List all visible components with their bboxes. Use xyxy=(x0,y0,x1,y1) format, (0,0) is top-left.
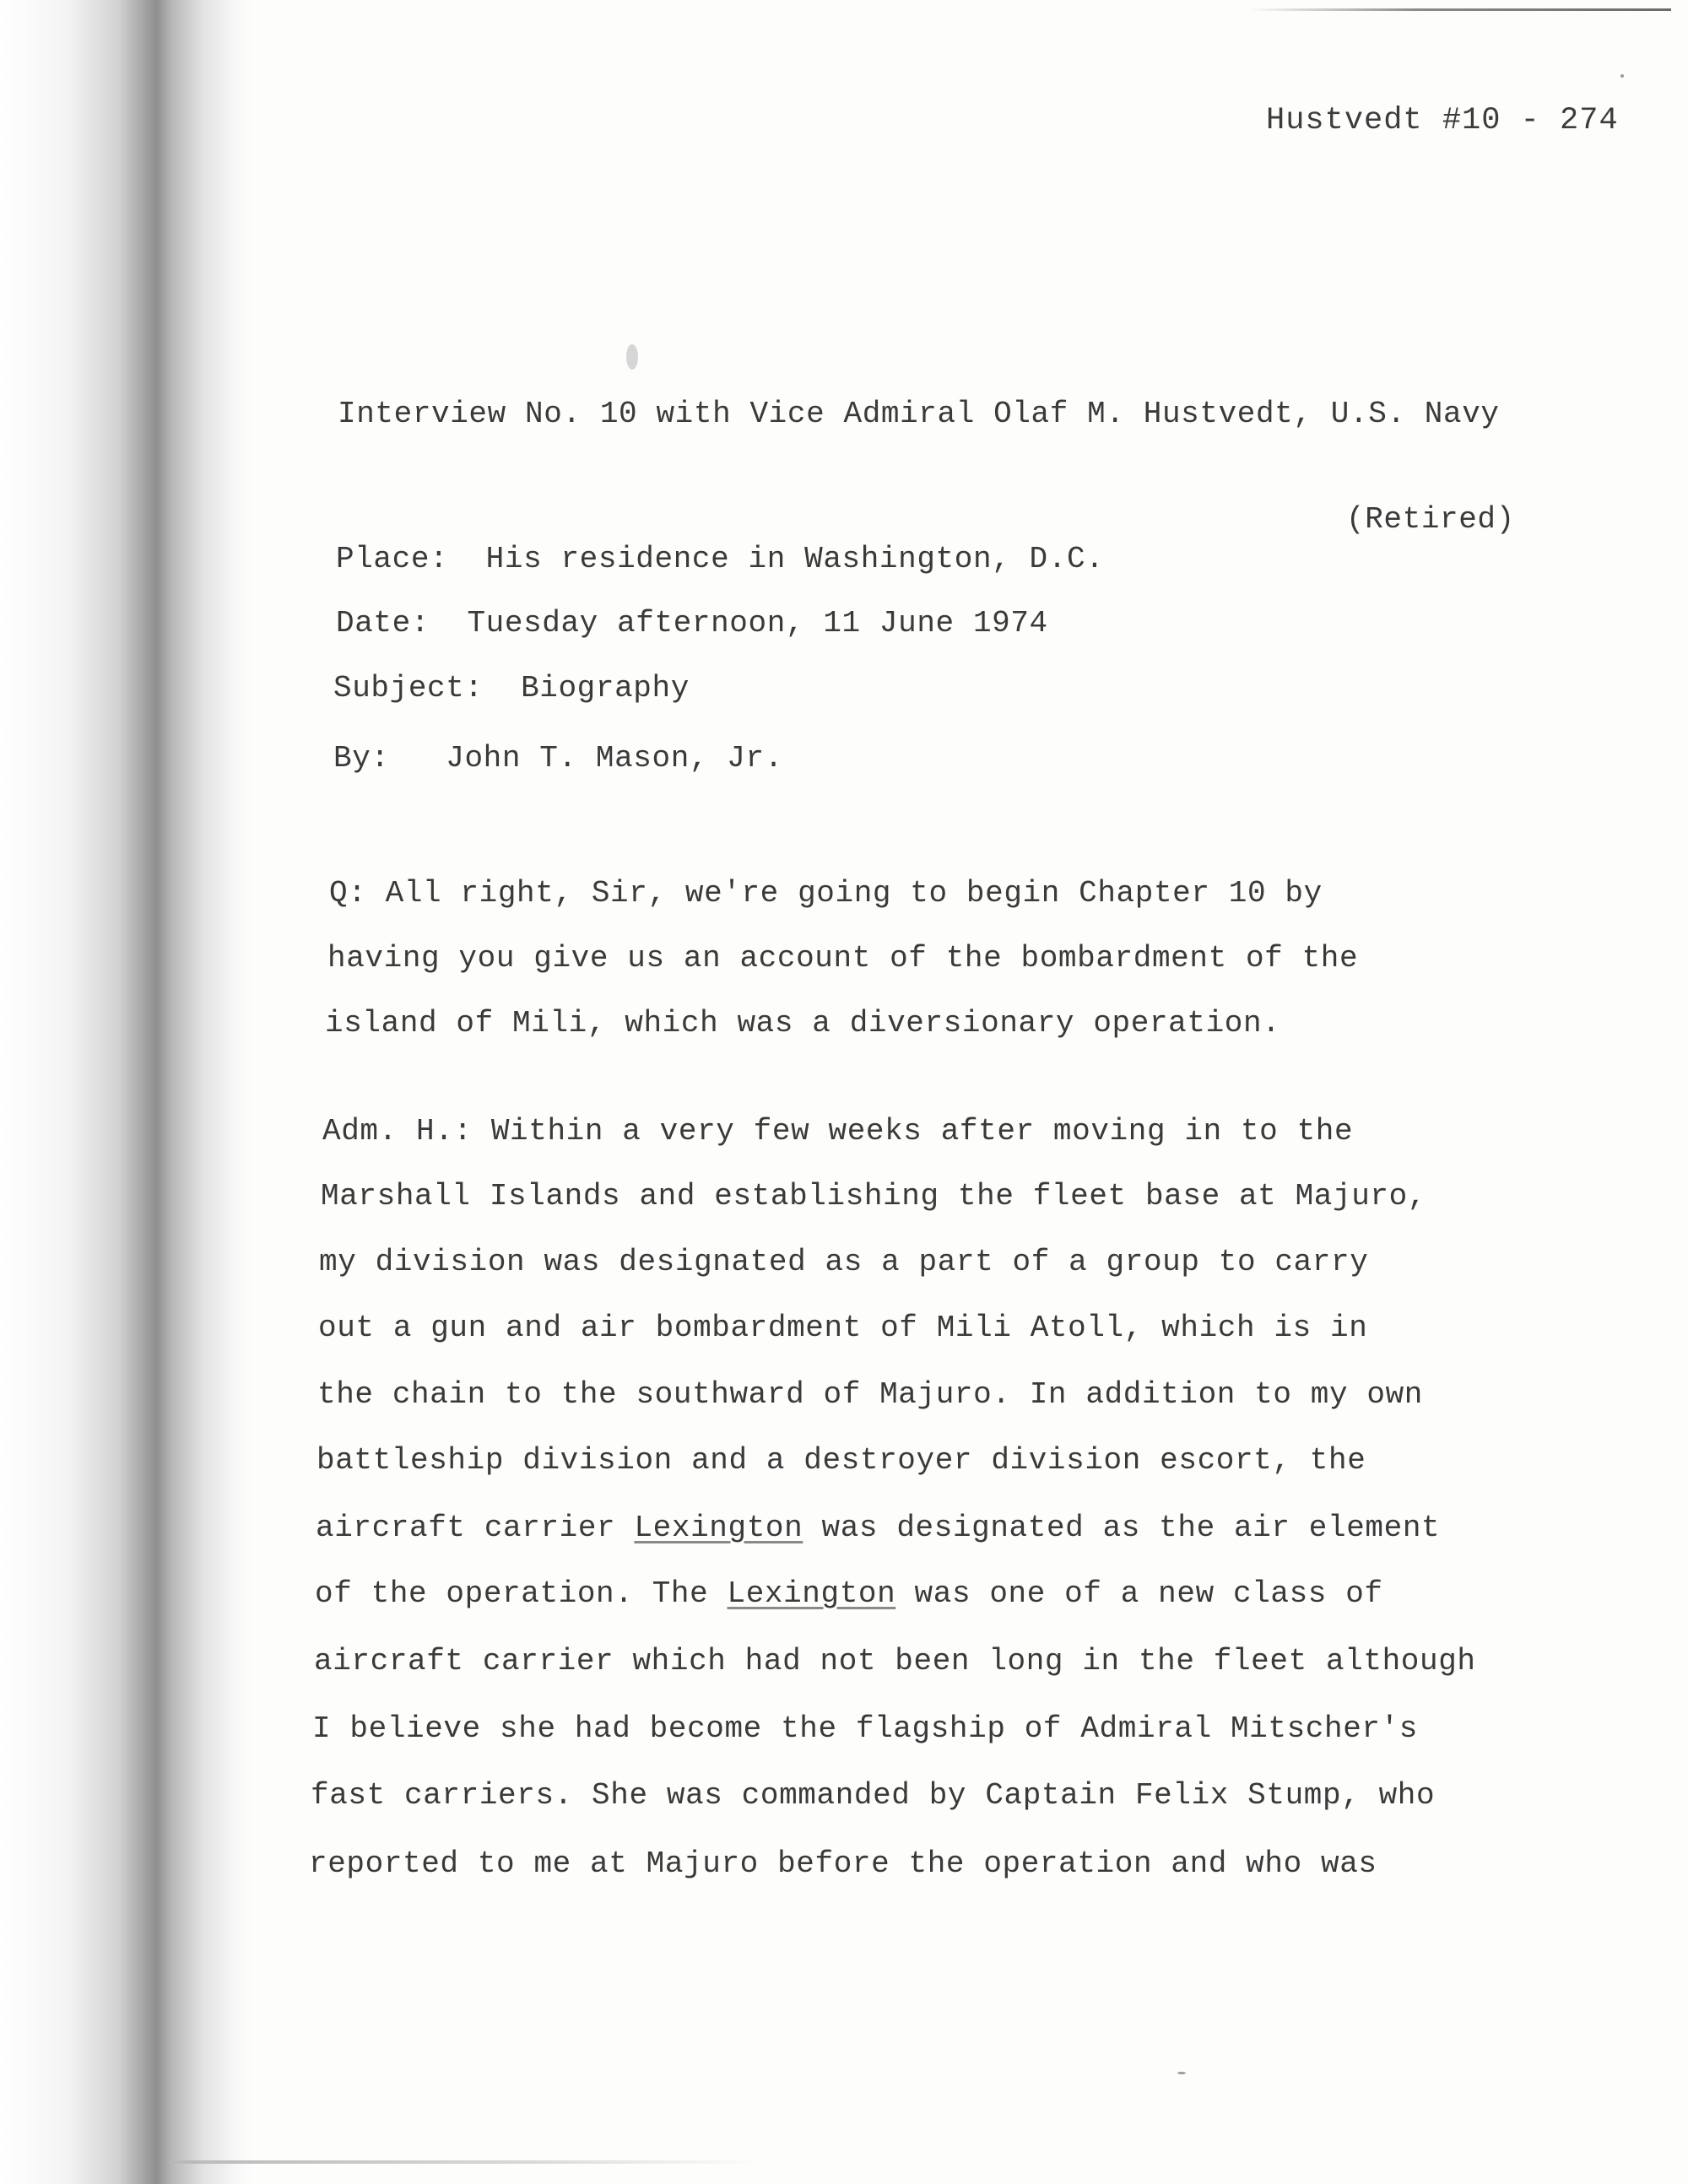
top-edge-rule xyxy=(1249,8,1671,11)
ship-name-lexington: Lexington xyxy=(634,1511,803,1545)
question-line: having you give us an account of the bombardment of the xyxy=(327,941,1359,976)
answer-line: Adm. H.: Within a very few weeks after moving in to the xyxy=(322,1114,1354,1149)
answer-line: reported to me at Majuro before the operation and who was xyxy=(309,1846,1377,1881)
date-row xyxy=(336,606,1048,641)
subject-label: Subject: xyxy=(333,671,484,705)
by-row xyxy=(333,741,783,776)
place-row xyxy=(336,542,1104,576)
scan-speck xyxy=(1177,2072,1186,2074)
scan-speck xyxy=(626,344,638,370)
answer-line: battleship division and a destroyer division escort, the xyxy=(316,1443,1366,1478)
answer-line: the chain to the southward of Majuro. In addition to my own xyxy=(317,1377,1424,1412)
answer-line: aircraft carrier which had not been long in the fleet although xyxy=(314,1644,1476,1679)
answer-line: fast carriers. She was commanded by Captain Felix Stump, who xyxy=(311,1778,1436,1813)
place-value: His residence in Washington, D.C. xyxy=(485,542,1105,576)
interview-title: Interview No. 10 with Vice Admiral Olaf M. Hustvedt, U.S. Navy xyxy=(338,397,1500,431)
subject-row xyxy=(333,671,690,705)
date-value: Tuesday afternoon, 11 June 1974 xyxy=(467,606,1048,641)
by-label: By: xyxy=(333,741,390,776)
subject-value: Biography xyxy=(521,671,690,705)
page-reference: Hustvedt #10 - 274 xyxy=(1266,103,1619,138)
answer-line: Marshall Islands and establishing the fleet base at Majuro, xyxy=(321,1179,1427,1214)
binding-shadow xyxy=(0,0,253,2184)
bottom-edge-rule xyxy=(169,2160,760,2164)
date-label: Date: xyxy=(336,606,430,641)
answer-line: of the operation. The Lexington was one of a new class of xyxy=(315,1576,1383,1611)
answer-line: I believe she had become the flagship of Admiral Mitscher's xyxy=(312,1711,1419,1746)
question-line: island of Mili, which was a diversionary operation. xyxy=(325,1006,1281,1041)
place-label: Place: xyxy=(336,542,449,576)
ship-name-lexington: Lexington xyxy=(727,1576,896,1611)
answer-line: out a gun and air bombardment of Mili Atoll, which is in xyxy=(318,1311,1368,1345)
interview-title-retired: (Retired) xyxy=(1346,502,1515,537)
scan-speck xyxy=(1620,74,1624,78)
question-line: Q: All right, Sir, we're going to begin Chapter 10 by xyxy=(329,876,1323,911)
by-value: John T. Mason, Jr. xyxy=(446,741,783,776)
answer-line: aircraft carrier Lexington was designated as the air element xyxy=(316,1511,1441,1545)
answer-line: my division was designated as a part of a group to carry xyxy=(319,1245,1369,1279)
